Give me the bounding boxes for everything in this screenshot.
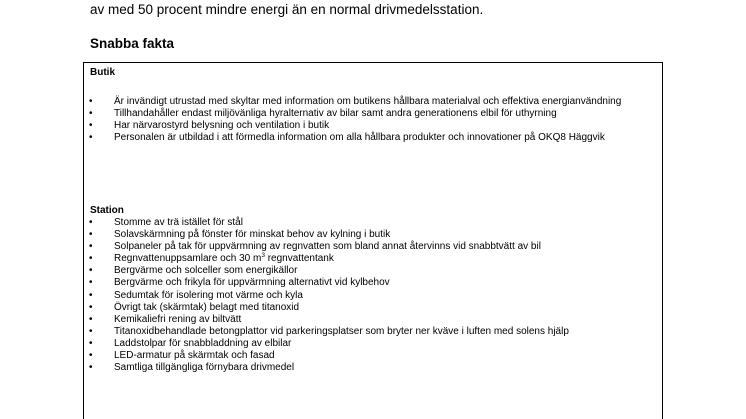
- list-item: • Laddstolpar för snabbladdning av elbilar: [89, 337, 292, 349]
- section-heading-snabba-fakta: Snabba fakta: [90, 36, 175, 51]
- bullet: •: [89, 132, 93, 144]
- bullet: •: [89, 325, 93, 337]
- bullet: •: [89, 289, 93, 301]
- bullet: •: [89, 229, 93, 241]
- bullet: •: [89, 277, 93, 289]
- list-item: • Kemikaliefri rening av biltvätt: [89, 313, 242, 325]
- list-item: • LED-armatur på skärmtak och fasad: [89, 350, 275, 362]
- bullet: •: [89, 120, 93, 132]
- list-item: • Personalen är utbildad i att förmedla information om alla hållbara produkter och innovationer på OKQ8 Häggvik: [89, 132, 605, 144]
- bullet: •: [89, 253, 93, 265]
- list-item: • Samtliga tillgängliga förnybara drivmedel: [89, 362, 295, 374]
- bullet: •: [89, 301, 93, 313]
- bullet: •: [89, 96, 93, 107]
- list-item-rainwater: • Regnvattenuppsamlare och 30 $m^3$ regnvattentank: [89, 252, 334, 265]
- intro-paragraph: av med 50 procent mindre energi än en normal drivmedelsstation.: [90, 2, 484, 17]
- list-item: • Bergvärme och frikyla för uppvärmning alternativt vid kylbehov: [89, 277, 390, 289]
- bullet: •: [89, 337, 93, 349]
- list-item: • Sedumtak för isolering mot värme och kyla: [89, 289, 303, 301]
- bullet: •: [89, 217, 93, 228]
- list-item: • Övrigt tak (skärmtak) belagt med titanoxid: [89, 301, 300, 313]
- list-item: • Är invändigt utrustad med skyltar med information om butikens hållbara materialval och effektiva energianvändning: [89, 96, 622, 107]
- butik-title: Butik: [90, 67, 115, 78]
- list-item: • Solpaneler på tak för uppvärmning av regnvatten som bland annat återvinns vid snabbtvätt av bil: [89, 241, 541, 253]
- list-item: • Stomme av trä istället för stål: [89, 217, 243, 228]
- bullet: •: [89, 313, 93, 325]
- bullet: •: [89, 108, 93, 120]
- butik-list: [84, 96, 654, 144]
- list-item: • Solavskärmning på fönster för minskat behov av kylning i butik: [89, 229, 391, 241]
- list-item: • Tillhandahåller endast miljövänliga hyralternativ av bilar samt andra generationens elbil för uthyrning: [89, 108, 557, 120]
- bullet: •: [89, 362, 93, 374]
- station-list: [84, 217, 654, 374]
- facts-box: [83, 62, 663, 419]
- list-item: • Har närvarostyrd belysning och ventilation i butik: [89, 120, 330, 132]
- station-title: Station: [90, 205, 124, 216]
- list-item: • Bergvärme och solceller som energikällor: [89, 265, 298, 277]
- bullet: •: [89, 265, 93, 277]
- bullet: •: [89, 241, 93, 253]
- list-item: • Titanoxidbehandlade betongplattor vid parkeringsplatser som bryter ner kväve i luften med solens hjälp: [89, 325, 569, 337]
- bullet: •: [89, 350, 93, 362]
